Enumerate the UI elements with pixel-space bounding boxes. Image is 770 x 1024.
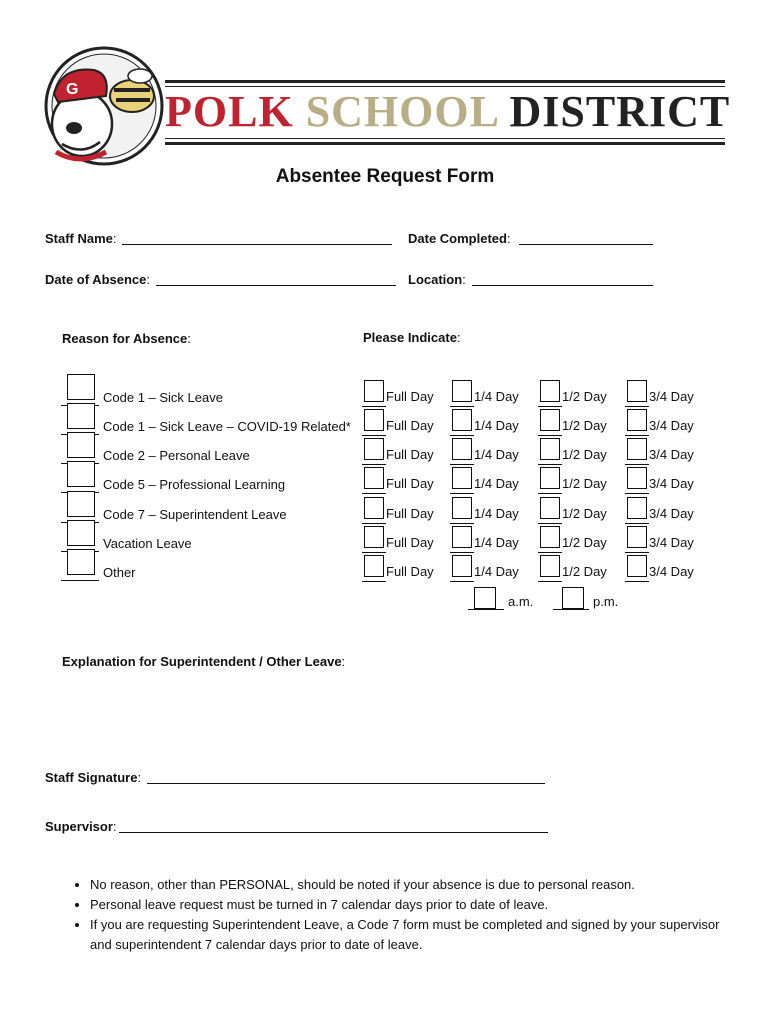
duration-checkbox[interactable] xyxy=(627,467,647,489)
duration-underline xyxy=(450,493,474,494)
duration-checkbox[interactable] xyxy=(364,467,384,489)
duration-checkbox[interactable] xyxy=(364,526,384,548)
duration-underline xyxy=(450,464,474,465)
am-label: a.m. xyxy=(508,594,534,609)
note-item: • Personal leave request must be turned in 7 calendar days prior to date of leave. xyxy=(90,895,740,915)
duration-underline xyxy=(538,464,562,465)
explanation-label: Explanation for Superintendent / Other Leave: xyxy=(62,654,346,669)
duration-label: 3/4 Day xyxy=(649,535,694,550)
duration-checkbox[interactable] xyxy=(540,409,560,431)
duration-label: Full Day xyxy=(386,535,434,550)
date-of-absence-field[interactable] xyxy=(156,285,396,286)
note-item: • No reason, other than PERSONAL, should be noted if your absence is due to personal reason. xyxy=(90,875,740,895)
header-stripe-top xyxy=(165,80,725,83)
duration-checkbox[interactable] xyxy=(627,438,647,460)
duration-checkbox[interactable] xyxy=(364,438,384,460)
duration-label: 1/2 Day xyxy=(562,535,607,550)
signature-field[interactable] xyxy=(147,783,545,784)
staff-name-label: Staff Name: xyxy=(45,231,117,246)
duration-label: Full Day xyxy=(386,389,434,404)
staff-name-field[interactable] xyxy=(122,244,392,245)
duration-label: 3/4 Day xyxy=(649,389,694,404)
duration-underline xyxy=(450,552,474,553)
duration-label: 1/4 Day xyxy=(474,535,519,550)
duration-label: Full Day xyxy=(386,564,434,579)
duration-checkbox[interactable] xyxy=(540,526,560,548)
duration-label: 1/2 Day xyxy=(562,506,607,521)
district-name: POLK SCHOOL DISTRICT xyxy=(165,87,731,136)
duration-underline xyxy=(362,552,386,553)
duration-checkbox[interactable] xyxy=(452,555,472,577)
reason-checkbox[interactable] xyxy=(67,374,95,400)
duration-label: 1/4 Day xyxy=(474,389,519,404)
duration-checkbox[interactable] xyxy=(452,526,472,548)
duration-checkbox[interactable] xyxy=(540,555,560,577)
duration-checkbox[interactable] xyxy=(364,497,384,519)
duration-checkbox[interactable] xyxy=(364,380,384,402)
supervisor-label: Supervisor: xyxy=(45,819,117,834)
note-item: • If you are requesting Superintendent Leave, a Code 7 form must be completed and signed by your supervisor and superintendent 7 calendar days prior to date of leave. xyxy=(90,915,740,955)
reason-checkbox[interactable] xyxy=(67,403,95,429)
duration-checkbox[interactable] xyxy=(452,497,472,519)
duration-checkbox[interactable] xyxy=(540,438,560,460)
reason-label: Code 1 – Sick Leave xyxy=(103,390,223,405)
duration-checkbox[interactable] xyxy=(627,380,647,402)
duration-checkbox[interactable] xyxy=(452,380,472,402)
duration-label: 1/2 Day xyxy=(562,389,607,404)
form-title: Absentee Request Form xyxy=(275,166,495,187)
duration-underline xyxy=(625,581,649,582)
duration-underline xyxy=(450,523,474,524)
duration-label: Full Day xyxy=(386,476,434,491)
duration-underline xyxy=(625,493,649,494)
duration-underline xyxy=(538,406,562,407)
reason-label: Other xyxy=(103,565,136,580)
reason-checkbox[interactable] xyxy=(67,520,95,546)
duration-underline xyxy=(362,493,386,494)
duration-underline xyxy=(450,406,474,407)
duration-underline xyxy=(538,552,562,553)
duration-checkbox[interactable] xyxy=(627,555,647,577)
reason-label: Code 2 – Personal Leave xyxy=(103,448,250,463)
reason-label: Code 1 – Sick Leave – COVID-19 Related* xyxy=(103,419,351,434)
duration-label: 3/4 Day xyxy=(649,564,694,579)
duration-underline xyxy=(538,581,562,582)
duration-label: 3/4 Day xyxy=(649,418,694,433)
mascot-logo-icon xyxy=(44,44,169,169)
duration-label: 3/4 Day xyxy=(649,447,694,462)
duration-underline xyxy=(362,406,386,407)
duration-checkbox[interactable] xyxy=(627,497,647,519)
duration-label: 1/4 Day xyxy=(474,447,519,462)
duration-label: 1/4 Day xyxy=(474,418,519,433)
reason-checkbox[interactable] xyxy=(67,491,95,517)
location-field[interactable] xyxy=(472,285,653,286)
duration-checkbox[interactable] xyxy=(452,438,472,460)
duration-underline xyxy=(362,523,386,524)
duration-underline xyxy=(538,435,562,436)
duration-label: 1/2 Day xyxy=(562,418,607,433)
pm-label: p.m. xyxy=(593,594,619,609)
indicate-header: Please Indicate: xyxy=(363,330,461,345)
duration-underline xyxy=(362,435,386,436)
duration-checkbox[interactable] xyxy=(364,409,384,431)
reason-label: Code 7 – Superintendent Leave xyxy=(103,507,287,522)
duration-underline xyxy=(625,406,649,407)
reason-label: Code 5 – Professional Learning xyxy=(103,477,286,492)
reason-header: Reason for Absence: xyxy=(62,331,191,346)
duration-checkbox[interactable] xyxy=(364,555,384,577)
pm-checkbox[interactable] xyxy=(562,587,584,609)
duration-checkbox[interactable] xyxy=(452,467,472,489)
date-completed-field[interactable] xyxy=(519,244,653,245)
duration-underline xyxy=(450,435,474,436)
date-of-absence-label: Date of Absence: xyxy=(45,272,151,287)
duration-underline xyxy=(538,523,562,524)
reason-label: Vacation Leave xyxy=(103,536,192,551)
duration-underline xyxy=(625,435,649,436)
reason-checkbox[interactable] xyxy=(67,432,95,458)
duration-underline xyxy=(362,464,386,465)
duration-underline xyxy=(538,493,562,494)
duration-checkbox[interactable] xyxy=(452,409,472,431)
duration-checkbox[interactable] xyxy=(627,526,647,548)
duration-label: 1/4 Day xyxy=(474,506,519,521)
signature-label: Staff Signature: xyxy=(45,770,142,785)
reason-checkbox[interactable] xyxy=(67,461,95,487)
duration-label: 3/4 Day xyxy=(649,476,694,491)
duration-label: Full Day xyxy=(386,447,434,462)
am-checkbox[interactable] xyxy=(474,587,496,609)
duration-label: 1/4 Day xyxy=(474,476,519,491)
duration-label: Full Day xyxy=(386,506,434,521)
duration-label: 1/2 Day xyxy=(562,564,607,579)
duration-checkbox[interactable] xyxy=(540,467,560,489)
reason-checkbox[interactable] xyxy=(67,549,95,575)
duration-underline xyxy=(625,552,649,553)
notes-list xyxy=(60,875,740,955)
am-underline xyxy=(468,609,504,610)
duration-label: 3/4 Day xyxy=(649,506,694,521)
duration-underline xyxy=(450,581,474,582)
pm-underline xyxy=(553,609,589,610)
reason-underline xyxy=(61,580,99,581)
duration-label: 1/2 Day xyxy=(562,447,607,462)
explanation-area[interactable] xyxy=(62,676,662,756)
date-completed-label: Date Completed: xyxy=(408,231,511,246)
duration-label: Full Day xyxy=(386,418,434,433)
duration-label: 1/2 Day xyxy=(562,476,607,491)
svg-text:G: G xyxy=(66,81,79,98)
duration-checkbox[interactable] xyxy=(540,380,560,402)
header-stripe-bottom xyxy=(165,142,725,145)
duration-checkbox[interactable] xyxy=(627,409,647,431)
duration-checkbox[interactable] xyxy=(540,497,560,519)
location-label: Location: xyxy=(408,272,466,287)
header-stripe-bottom-thin xyxy=(165,138,725,139)
duration-underline xyxy=(625,523,649,524)
duration-underline xyxy=(625,464,649,465)
supervisor-field[interactable] xyxy=(119,832,548,833)
duration-underline xyxy=(362,581,386,582)
duration-label: 1/4 Day xyxy=(474,564,519,579)
